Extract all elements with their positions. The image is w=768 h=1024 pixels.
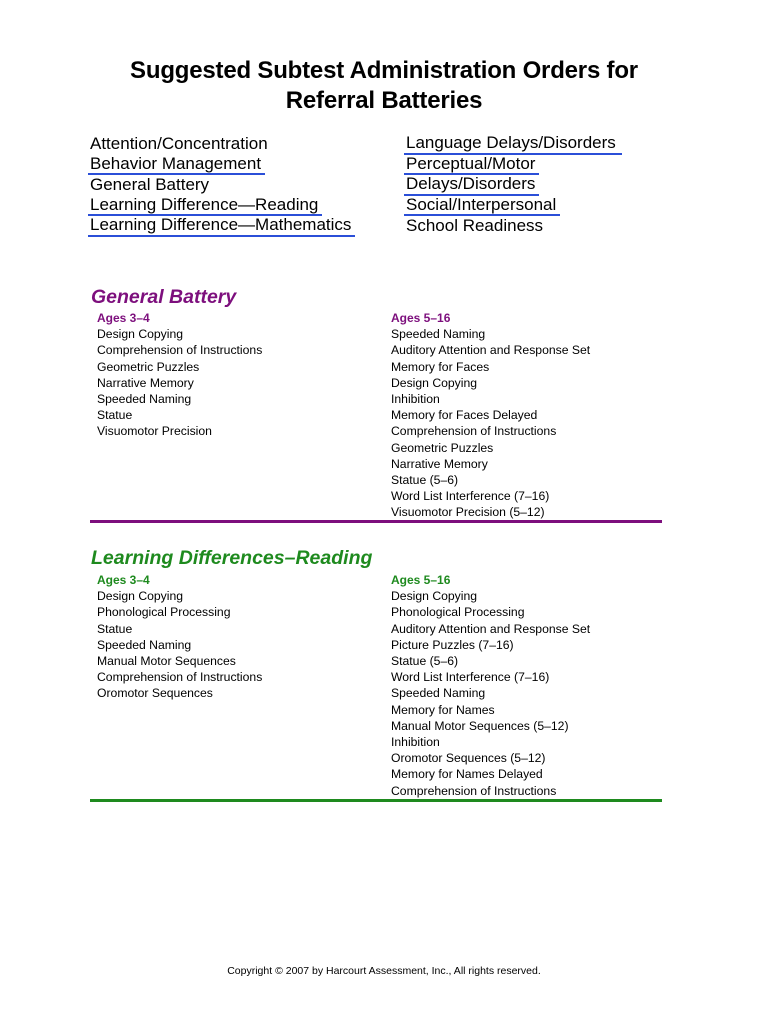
battery-links-left — [90, 134, 355, 237]
subtest-item: Memory for Names — [391, 702, 495, 717]
subtest-item: Word List Interference (7–16) — [391, 489, 550, 504]
section-divider — [90, 799, 662, 802]
link-delays-disorders[interactable]: Delays/Disorders — [404, 175, 539, 196]
subtest-item: Design Copying — [391, 589, 478, 604]
ages-label: Ages 3–4 — [97, 311, 150, 325]
subtest-item: Phonological Processing — [391, 605, 525, 620]
subtest-item: Statue (5–6) — [391, 654, 459, 669]
subtest-list — [97, 326, 262, 439]
subtest-item: Speeded Naming — [391, 327, 486, 342]
section-divider — [90, 520, 662, 523]
page-title — [0, 56, 768, 116]
reading-ages-5-16 — [391, 572, 590, 799]
subtest-item: Auditory Attention and Response Set — [391, 343, 591, 358]
ages-label: Ages 3–4 — [97, 573, 150, 587]
subtest-item: Comprehension of Instructions — [97, 343, 263, 358]
subtest-item: Phonological Processing — [97, 605, 231, 620]
subtest-item: Memory for Faces — [391, 359, 490, 374]
copyright-footer: Copyright © 2007 by Harcourt Assessment, Inc., All rights reserved. — [227, 965, 541, 977]
general-battery-ages-5-16 — [391, 310, 590, 521]
subtest-item: Statue — [97, 408, 133, 423]
subtest-item: Speeded Naming — [97, 392, 192, 407]
subtest-item: Inhibition — [391, 735, 440, 750]
ages-label: Ages 5–16 — [391, 311, 451, 325]
subtest-list — [391, 588, 590, 799]
subtest-item: Narrative Memory — [391, 456, 488, 471]
subtest-item: Memory for Faces Delayed — [391, 408, 538, 423]
subtest-item: Statue — [97, 621, 133, 636]
subtest-item: Oromotor Sequences — [97, 686, 213, 701]
subtest-item: Speeded Naming — [391, 686, 486, 701]
general-battery-ages-3-4 — [97, 310, 262, 440]
subtest-item: Word List Interference (7–16) — [391, 670, 550, 685]
subtest-item: Geometric Puzzles — [97, 359, 200, 374]
general-battery-heading: General Battery — [91, 286, 237, 308]
subtest-item: Visuomotor Precision (5–12) — [391, 505, 545, 520]
subtest-item: Oromotor Sequences (5–12) — [391, 751, 546, 766]
battery-links-right — [406, 134, 622, 237]
subtest-list — [97, 588, 262, 701]
page-title-line-1: Suggested Subtest Administration Orders for — [130, 57, 638, 84]
link-social-interpersonal[interactable]: Social/Interpersonal — [404, 196, 560, 217]
subtest-item: Comprehension of Instructions — [97, 670, 263, 685]
subtest-item: Design Copying — [97, 589, 184, 604]
subtest-item: Comprehension of Instructions — [391, 424, 557, 439]
subtest-item: Narrative Memory — [97, 375, 194, 390]
ages-label: Ages 5–16 — [391, 573, 451, 587]
subtest-item: Geometric Puzzles — [391, 440, 494, 455]
link-learning-difference-reading[interactable]: Learning Difference—Reading — [88, 196, 322, 217]
subtest-item: Inhibition — [391, 392, 440, 407]
reading-heading: Learning Differences–Reading — [91, 547, 373, 569]
subtest-item: Manual Motor Sequences (5–12) — [391, 718, 569, 733]
subtest-item: Picture Puzzles (7–16) — [391, 637, 514, 652]
reading-ages-3-4 — [97, 572, 262, 702]
subtest-item: Design Copying — [97, 327, 184, 342]
link-perceptual-motor[interactable]: Perceptual/Motor — [404, 155, 539, 176]
page-title-line-2: Referral Batteries — [285, 87, 483, 114]
subtest-item: Design Copying — [391, 375, 478, 390]
link-school-readiness[interactable]: School Readiness — [406, 216, 544, 236]
subtest-item: Visuomotor Precision — [97, 424, 212, 439]
subtest-item: Comprehension of Instructions — [391, 783, 557, 798]
link-learning-difference-mathematics[interactable]: Learning Difference—Mathematics — [88, 216, 355, 237]
subtest-list — [391, 326, 590, 520]
subtest-item: Statue (5–6) — [391, 473, 459, 488]
link-language-delays-disorders[interactable]: Language Delays/Disorders — [404, 134, 622, 155]
subtest-item: Manual Motor Sequences — [97, 654, 236, 669]
link-attention-concentration[interactable]: Attention/Concentration — [90, 134, 268, 153]
link-behavior-management[interactable]: Behavior Management — [88, 155, 265, 176]
subtest-item: Speeded Naming — [97, 637, 192, 652]
link-general-battery[interactable]: General Battery — [90, 175, 210, 195]
subtest-item: Auditory Attention and Response Set — [391, 621, 591, 636]
subtest-item: Memory for Names Delayed — [391, 767, 543, 782]
